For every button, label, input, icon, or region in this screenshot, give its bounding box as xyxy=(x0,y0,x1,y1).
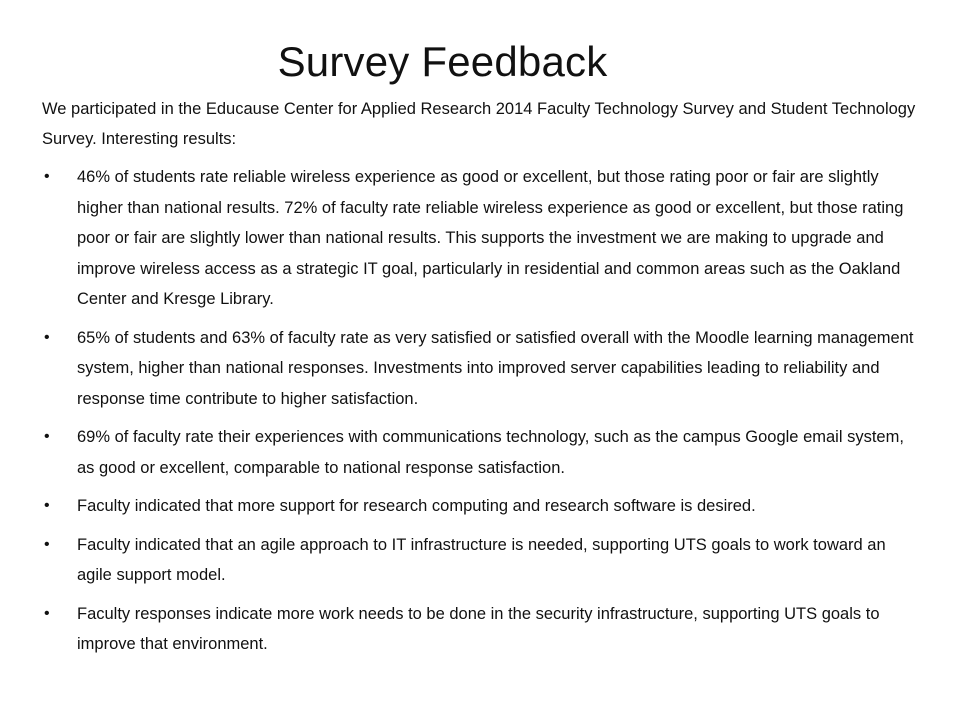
slide-content xyxy=(42,94,922,668)
list-item xyxy=(42,530,922,591)
list-item xyxy=(42,599,922,660)
results-list xyxy=(42,162,922,660)
bullet-text: 69% of faculty rate their experiences with communications technology, such as the campus Google email system, as good or excellent, comparable to national response satisfaction. xyxy=(77,428,904,477)
list-item xyxy=(42,422,922,483)
bullet-text: Faculty indicated that more support for research computing and research software is desired. xyxy=(77,497,756,515)
bullet-icon: • xyxy=(44,497,50,514)
list-item xyxy=(42,323,922,415)
intro-paragraph: We participated in the Educause Center for Applied Research 2014 Faculty Technology Survey and Student Technology Survey. Interesting results: xyxy=(42,100,916,148)
bullet-icon: • xyxy=(44,168,50,185)
bullet-icon: • xyxy=(44,604,50,622)
slide-title: Survey Feedback xyxy=(277,38,608,85)
bullet-text: 65% of students and 63% of faculty rate as very satisfied or satisfied overall with the Moodle learning management system, higher than national responses. Investments into improved server capabilities leading to reliability and response time contribute to higher satisfaction. xyxy=(77,328,914,408)
bullet-text: Faculty responses indicate more work needs to be done in the security infrastructure, supporting UTS goals to improve that environment. xyxy=(77,604,880,653)
list-item xyxy=(42,162,922,315)
bullet-text: Faculty indicated that an agile approach to IT infrastructure is needed, supporting UTS goals to work toward an agile support model. xyxy=(77,535,886,584)
bullet-icon: • xyxy=(44,535,50,553)
bullet-icon: • xyxy=(44,428,50,445)
bullet-text: 46% of students rate reliable wireless experience as good or excellent, but those rating poor or fair are slightly higher than national results. 72% of faculty rate reliable wireless experience as good or excellent, but those rating poor or fair are slightly lower than national results. This supports the investment we are making to upgrade and improve wireless access as a strategic IT goal, particularly in residential and common areas such as the Oakland Center and Kresge Library. xyxy=(77,168,904,308)
bullet-icon: • xyxy=(44,328,50,346)
list-item xyxy=(42,491,922,522)
